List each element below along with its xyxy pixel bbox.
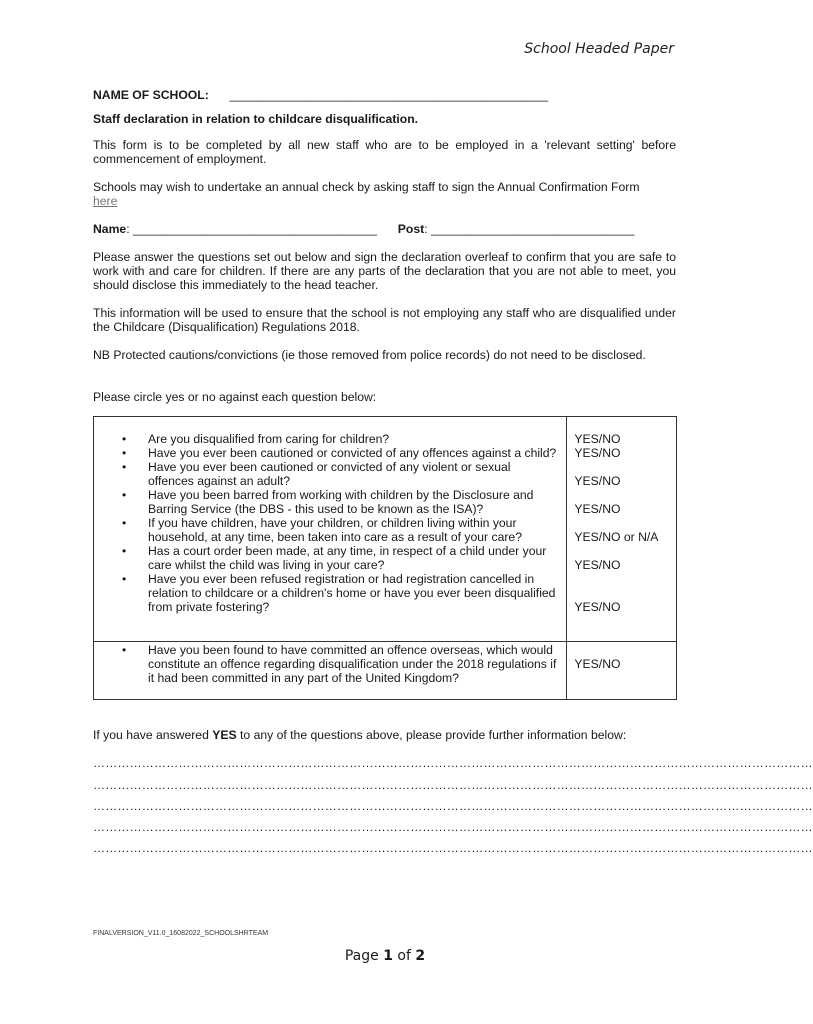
- answer-yes-no[interactable]: YES/NO: [574, 474, 621, 488]
- question-item: [94, 488, 566, 516]
- nb-paragraph: NB Protected cautions/convictions (ie those removed from police records) do not need to be disclosed.: [93, 348, 646, 362]
- instructions-paragraph: Please answer the questions set out below and sign the declaration overleaf to confirm that you are safe to work with and care for children. If there are any parts of the declaration that you are not able to meet, you should disclose this immediately to the head teacher.: [93, 250, 676, 292]
- questions-cell: [94, 417, 567, 642]
- annual-check-text: Schools may wish to undertake an annual check by asking staff to sign the Annual Confirmation Form: [93, 180, 640, 194]
- question-item: [94, 516, 566, 544]
- question-text: If you have children, have your children, or children living within your household, at any time, been taken into care as a result of your care?: [148, 516, 522, 544]
- answer-yes-no[interactable]: YES/NO: [574, 446, 621, 460]
- version-footer: FINALVERSION_V11.0_16082022_SCHOOLSHRTEAM: [93, 930, 269, 937]
- question-item: [94, 446, 566, 460]
- name-post-row: Name: ____________________________________ Post: ______________________________: [93, 222, 635, 236]
- dotted-answer-line[interactable]: ……………………………………………………………………………………………………………………………………………………………: [93, 756, 813, 770]
- question-item: [94, 643, 566, 685]
- answer-yes-no[interactable]: YES/NO: [574, 558, 621, 572]
- dotted-answer-line[interactable]: ……………………………………………………………………………………………………………………………………………………………: [93, 778, 813, 792]
- intro-paragraph: This form is to be completed by all new staff who are to be employed in a 'relevant setting' before commencement of employment.: [93, 138, 676, 166]
- name-field[interactable]: ____________________________________: [132, 222, 377, 236]
- further-info-text: If you have answered: [93, 728, 213, 742]
- question-text: Have you ever been cautioned or convicted of any violent or sexual offences against an adult?: [148, 460, 511, 488]
- page-of-word: of: [397, 948, 411, 964]
- post-label: Post: [397, 222, 425, 236]
- question-item: [94, 460, 566, 488]
- school-name-field[interactable]: _______________________________________________: [229, 88, 549, 102]
- overseas-question-cell: [94, 642, 567, 700]
- question-text: Have you ever been refused registration or had registration cancelled in relation to childcare or a children's home or have you ever been disqualified from private fostering?: [148, 572, 556, 614]
- dotted-answer-line[interactable]: ……………………………………………………………………………………………………………………………………………………………: [93, 820, 813, 834]
- answer-yes-no[interactable]: YES/NO: [574, 600, 621, 614]
- questions-table: [93, 416, 677, 700]
- further-info-text-end: to any of the questions above, please provide further information below:: [236, 728, 627, 742]
- question-text: Have you ever been cautioned or convicted of any offences against a child?: [148, 446, 557, 460]
- here-link[interactable]: here: [93, 194, 118, 208]
- further-info-prompt: [93, 728, 676, 742]
- question-item: [94, 432, 566, 446]
- question-text: Has a court order been made, at any time, in respect of a child under your care whilst the child was living in your care?: [148, 544, 547, 572]
- question-text: Have you been found to have committed an offence overseas, which would constitute an offence regarding disqualification under the 2018 regulations if it had been committed in any part of the United Kingdom?: [148, 643, 557, 685]
- annual-check-paragraph: [93, 180, 676, 208]
- question-item: [94, 544, 566, 572]
- page-total: 2: [415, 948, 426, 964]
- answer-yes-no[interactable]: YES/NO: [574, 432, 621, 446]
- page-number: [0, 948, 770, 964]
- form-title: Staff declaration in relation to childcare disqualification.: [93, 112, 419, 126]
- question-text: Are you disqualified from caring for children?: [148, 432, 390, 446]
- question-text: Have you been barred from working with children by the Disclosure and Barring Service (the DBS - this used to be known as the ISA)?: [148, 488, 534, 516]
- answers-cell: [567, 417, 677, 642]
- yes-emphasis: YES: [212, 728, 237, 742]
- dotted-answer-line[interactable]: ……………………………………………………………………………………………………………………………………………………………: [93, 799, 813, 813]
- school-name-label: NAME OF SCHOOL:: [93, 88, 209, 102]
- page-current: 1: [383, 948, 393, 964]
- information-use-paragraph: This information will be used to ensure that the school is not employing any staff who are disqualified under the Childcare (Disqualification) Regulations 2018.: [93, 306, 676, 334]
- school-name-row: [93, 88, 548, 102]
- answer-yes-no[interactable]: YES/NO: [574, 502, 621, 516]
- dotted-answer-line[interactable]: ……………………………………………………………………………………………………………………………………………………………: [93, 841, 813, 855]
- overseas-answer-cell: [567, 642, 677, 700]
- answer-yes-no-na[interactable]: YES/NO or N/A: [574, 530, 659, 544]
- school-headed-paper-note: School Headed Paper: [524, 41, 674, 57]
- answer-yes-no[interactable]: YES/NO: [574, 657, 621, 671]
- question-item: [94, 572, 566, 614]
- post-field[interactable]: ______________________________: [430, 222, 635, 236]
- page-word: Page: [344, 948, 379, 964]
- name-label: Name: [93, 222, 127, 236]
- circle-prompt: Please circle yes or no against each question below:: [93, 390, 377, 404]
- overseas-question-list: [94, 643, 566, 685]
- questions-list: [94, 432, 566, 614]
